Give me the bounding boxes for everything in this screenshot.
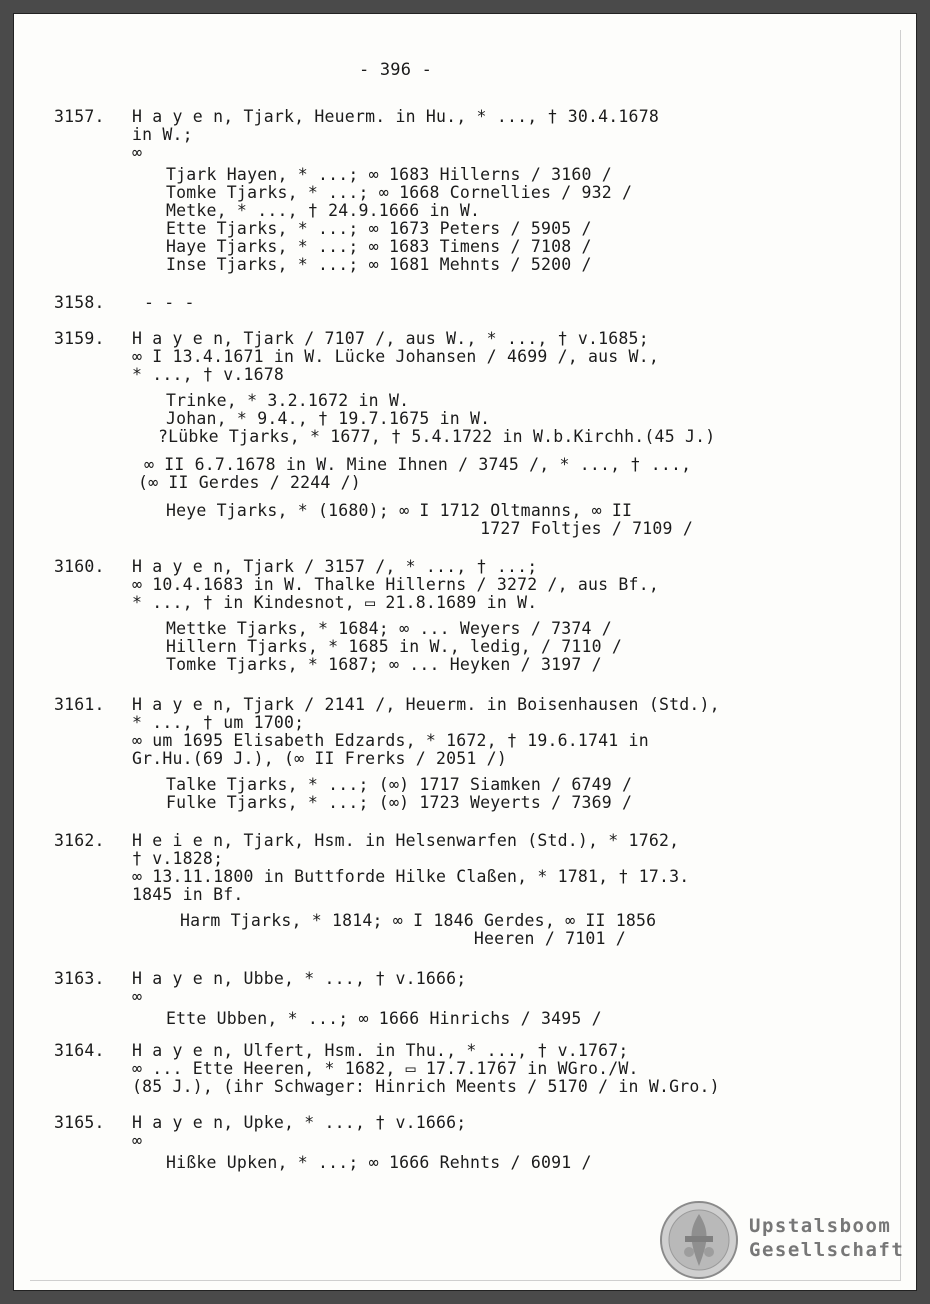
page-number: - 396 - (359, 60, 433, 80)
entry-3161 (54, 696, 894, 812)
entry-line: ∞ 10.4.1683 in W. Thalke Hillerns / 3272 /, aus Bf., (132, 575, 659, 594)
entry-line: † v.1828; (132, 849, 224, 868)
entry-number: 3161. (54, 695, 105, 714)
brand-line-1: Upstalsboom (749, 1215, 892, 1237)
child-line: Hillern Tjarks, * 1685 in W., ledig, / 7110 / (166, 637, 623, 656)
entry-3158 (54, 294, 894, 312)
child-line: Ette Tjarks, * ...; ∞ 1673 Peters / 5905 / (166, 219, 592, 238)
child-line: Fulke Tjarks, * ...; (∞) 1723 Weyerts / 7369 / (166, 793, 633, 812)
entry-3157 (54, 108, 894, 274)
child-line: Tomke Tjarks, * 1687; ∞ ... Heyken / 3197 / (166, 655, 602, 674)
entry-line: ∞ I 13.4.1671 in W. Lücke Johansen / 4699 /, aus W., (132, 347, 659, 366)
entry-line: ∞ um 1695 Elisabeth Edzards, * 1672, † 19.6.1741 in (132, 731, 649, 750)
entry-line: H a y e n, Tjark / 7107 /, aus W., * ..., † v.1685; (132, 329, 649, 348)
child-line: Heye Tjarks, * (1680); ∞ I 1712 Oltmanns, ∞ II (166, 501, 633, 520)
child-line: Talke Tjarks, * ...; (∞) 1717 Siamken / 6749 / (166, 775, 633, 794)
entry-number: 3163. (54, 969, 105, 988)
child-line: Mettke Tjarks, * 1684; ∞ ... Weyers / 7374 / (166, 619, 612, 638)
entry-line: ∞ (132, 143, 143, 162)
entry-number: 3159. (54, 329, 105, 348)
child-line: 1727 Foltjes / 7109 / (166, 519, 693, 538)
entry-line: Gr.Hu.(69 J.), (∞ II Frerks / 2051 /) (132, 749, 507, 768)
entry-line: * ..., † um 1700; (132, 713, 305, 732)
child-line: Tomke Tjarks, * ...; ∞ 1668 Cornellies / 932 / (166, 183, 633, 202)
entry-line: 1845 in Bf. (132, 885, 244, 904)
entry-line: H e i e n, Tjark, Hsm. in Helsenwarfen (Std.), * 1762, (132, 831, 680, 850)
entry-3164 (54, 1042, 894, 1096)
child-line: Tjark Hayen, * ...; ∞ 1683 Hillerns / 3160 / (166, 165, 612, 184)
entry-3160 (54, 558, 894, 674)
entry-line: * ..., † in Kindesnot, ▭ 21.8.1689 in W. (132, 593, 538, 612)
child-line: Inse Tjarks, * ...; ∞ 1681 Mehnts / 5200 / (166, 255, 592, 274)
child-line: Hißke Upken, * ...; ∞ 1666 Rehnts / 6091 / (166, 1153, 592, 1172)
entry-line: * ..., † v.1678 (132, 365, 285, 384)
child-line: Ette Ubben, * ...; ∞ 1666 Hinrichs / 3495 / (166, 1009, 602, 1028)
child-line: Johan, * 9.4., † 19.7.1675 in W. (166, 409, 491, 428)
entry-line: ∞ ... Ette Heeren, * 1682, ▭ 17.7.1767 in WGro./W. (132, 1059, 639, 1078)
entry-line: - - - (144, 293, 195, 312)
entry-line: ∞ II 6.7.1678 in W. Mine Ihnen / 3745 /, * ..., † ..., (144, 455, 692, 474)
document-page (14, 14, 916, 1290)
entry-line: ∞ 13.11.1800 in Buttforde Hilke Claßen, * 1781, † 17.3. (132, 867, 690, 886)
child-line: Metke, * ..., † 24.9.1666 in W. (166, 201, 481, 220)
entry-line: (85 J.), (ihr Schwager: Hinrich Meents / 5170 / in W.Gro.) (132, 1077, 720, 1096)
entry-3162 (54, 832, 894, 948)
child-line: Haye Tjarks, * ...; ∞ 1683 Timens / 7108 / (166, 237, 592, 256)
entry-line: H a y e n, Upke, * ..., † v.1666; (132, 1113, 467, 1132)
entry-number: 3158. (54, 293, 105, 312)
entry-3159 (54, 330, 894, 538)
entry-line: H a y e n, Ulfert, Hsm. in Thu., * ..., † v.1767; (132, 1041, 629, 1060)
entry-line: in W.; (132, 125, 193, 144)
society-brand (749, 1214, 904, 1262)
entry-line: ∞ (132, 987, 143, 1006)
entry-3163 (54, 970, 894, 1028)
brand-line-2: Gesellschaft (749, 1239, 905, 1261)
entry-3165 (54, 1114, 894, 1172)
entry-number: 3164. (54, 1041, 105, 1060)
entry-number: 3157. (54, 107, 105, 126)
entry-line: H a y e n, Tjark / 3157 /, * ..., † ...; (132, 557, 538, 576)
entry-number: 3165. (54, 1113, 105, 1132)
child-line: Trinke, * 3.2.1672 in W. (166, 391, 410, 410)
entry-line: H a y e n, Tjark / 2141 /, Heuerm. in Boisenhausen (Std.), (132, 695, 720, 714)
entry-line: ∞ (132, 1131, 143, 1150)
entry-number: 3160. (54, 557, 105, 576)
child-line: Harm Tjarks, * 1814; ∞ I 1846 Gerdes, ∞ II 1856 (180, 911, 657, 930)
entry-number: 3162. (54, 831, 105, 850)
child-line: Heeren / 7101 / (180, 929, 626, 948)
child-line: ?Lübke Tjarks, * 1677, † 5.4.1722 in W.b.Kirchh.(45 J.) (158, 427, 716, 446)
entry-line: H a y e n, Ubbe, * ..., † v.1666; (132, 969, 467, 988)
entry-line: H a y e n, Tjark, Heuerm. in Hu., * ..., † 30.4.1678 (132, 107, 659, 126)
entry-line: (∞ II Gerdes / 2244 /) (138, 473, 361, 492)
society-seal-icon (659, 1200, 739, 1280)
